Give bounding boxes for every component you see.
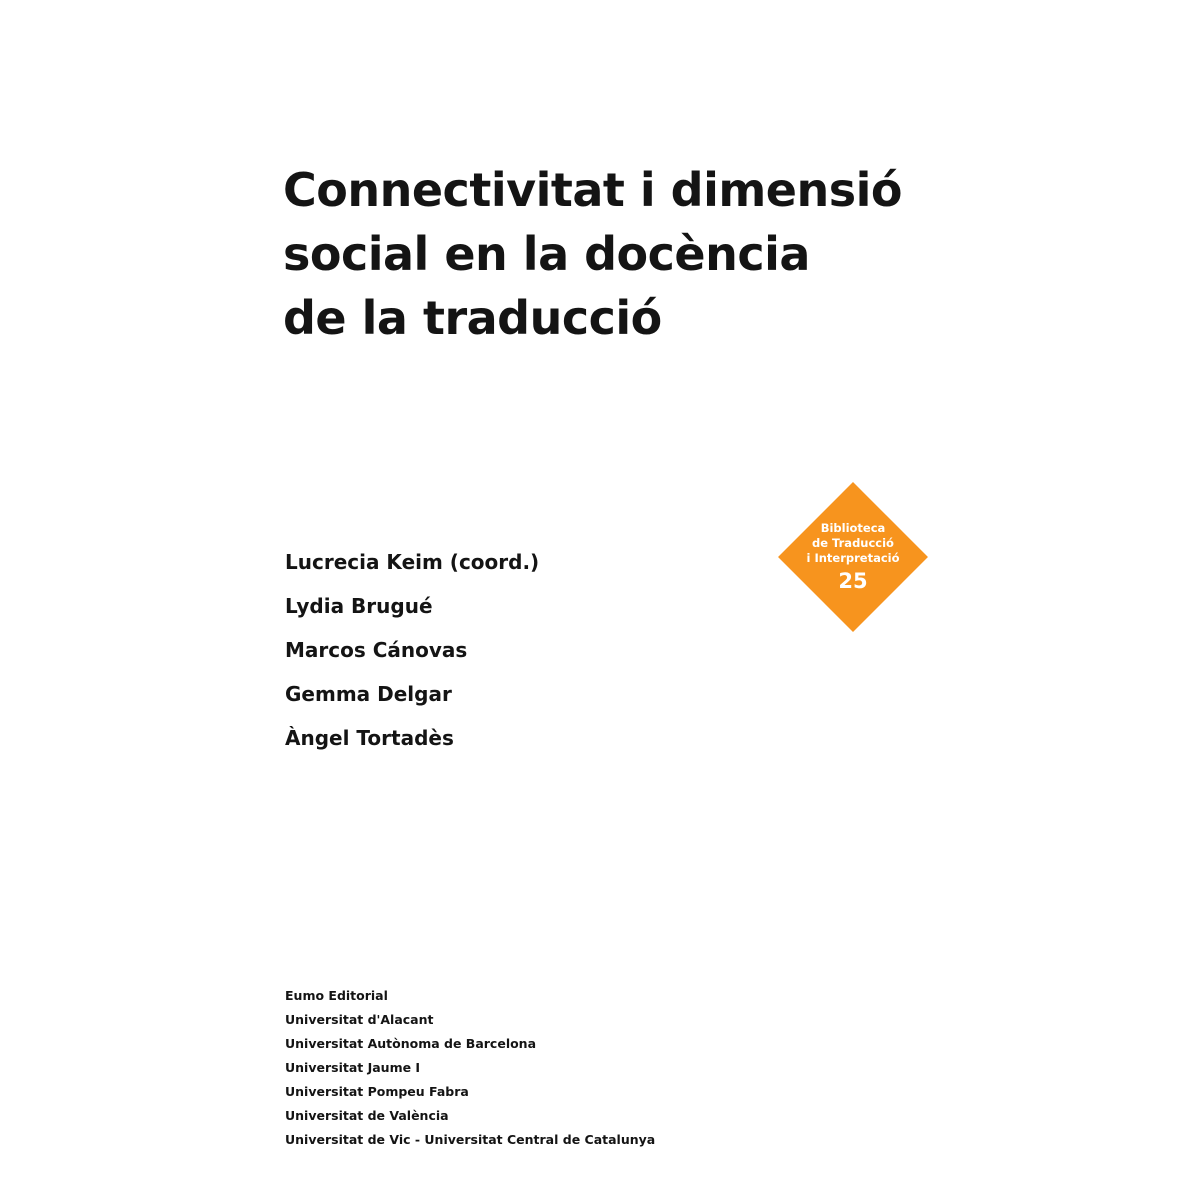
- author-item: Lucrecia Keim (coord.): [285, 550, 540, 574]
- publisher-item: Universitat de València: [285, 1108, 449, 1123]
- author-item: Lydia Brugué: [285, 594, 433, 618]
- author-list: [285, 540, 765, 760]
- title-line-3: de la traducció: [283, 291, 662, 345]
- publisher-item: Universitat d'Alacant: [285, 1012, 434, 1027]
- series-badge-number: 25: [838, 568, 868, 593]
- series-badge-line-1: Biblioteca: [820, 520, 886, 535]
- author-item: Àngel Tortadès: [285, 726, 454, 750]
- author-item: Marcos Cánovas: [285, 638, 468, 662]
- series-badge-line-3: i Interpretació: [806, 550, 900, 565]
- series-badge-line-2: de Traducció: [812, 535, 894, 550]
- title-line-2: social en la docència: [283, 227, 810, 281]
- page-title: [283, 158, 963, 350]
- publisher-item: Universitat Jaume I: [285, 1060, 421, 1075]
- publisher-item: Universitat de Vic - Universitat Central de Catalunya: [285, 1132, 656, 1147]
- series-badge: [778, 482, 928, 632]
- title-line-1: Connectivitat i dimensió: [283, 163, 902, 217]
- author-item: Gemma Delgar: [285, 682, 452, 706]
- publisher-item: Universitat Pompeu Fabra: [285, 1084, 469, 1099]
- series-badge-text: [778, 482, 928, 632]
- publisher-item: Universitat Autònoma de Barcelona: [285, 1036, 537, 1051]
- publisher-item: Eumo Editorial: [285, 988, 388, 1003]
- publisher-list: [285, 984, 925, 1152]
